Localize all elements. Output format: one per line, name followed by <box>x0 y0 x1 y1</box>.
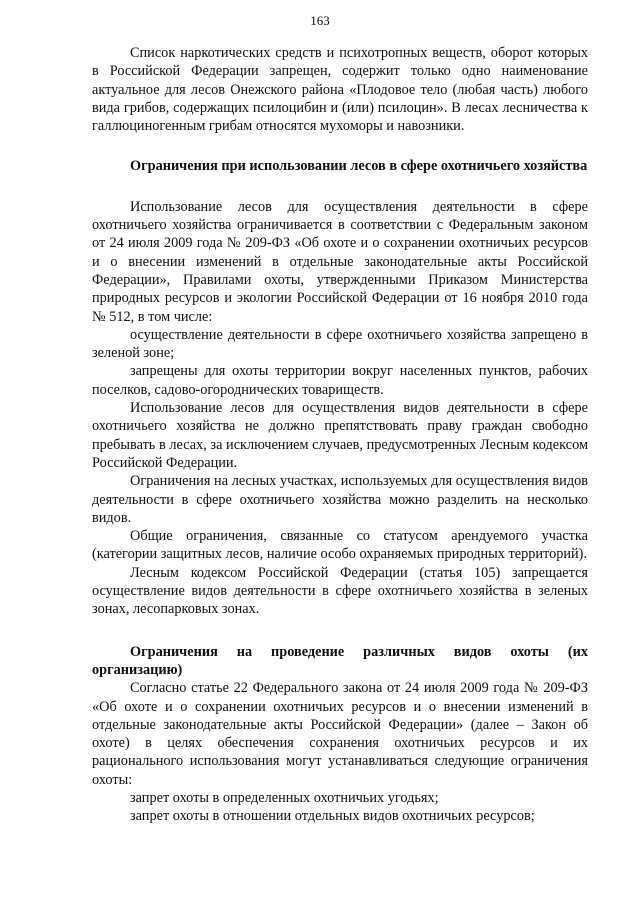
paragraph-settlements: запрещены для охоты территории вокруг населенных пунктов, рабочих поселков, садово-огороднических товариществ. <box>92 363 588 398</box>
paragraph-narcotics-list: Список наркотических средств и психотропных веществ, оборот которых в Российской Федерации запрещен, содержит только одно наименование актуальное для лесов Онежского района «Плодовое тело (любая часть) любого вида грибов, содержащих псилоцибин и (или) псилоцин». В лесах лесничества к галлюциногенным грибам относятся мухоморы и навозники. <box>92 45 588 135</box>
paragraph-hunting-law: Использование лесов для осуществления деятельности в сфере охотничьего хозяйства ограничивается в соответствии с Федеральным законом от 24 июля 2009 года № 209-ФЗ «Об охоте и о сохранении охотничьих ресурсов и о внесении изменений в отдельные законодательные акты Российской Федерации», Правилами охоты, утвержденными Приказом Министерства природных ресурсов и экологии Российской Федерации от 16 ноября 2010 года № 512, в том числе: <box>92 198 588 325</box>
page-content <box>92 44 588 826</box>
paragraph-article-22: Согласно статье 22 Федерального закона от 24 июля 2009 года № 209-ФЗ «Об охоте и о сохранении охотничьих ресурсов и о внесении изменений в отдельные законодательные акты Российской Федерации» (далее – Закон об охоте) в целях обеспечения сохранения охотничьих ресурсов и их рационального использования могут устанавливаться следующие ограничения охоты: <box>92 680 588 788</box>
section-heading-hunting: Ограничения при использовании лесов в сфере охотничьего хозяйства <box>130 158 588 175</box>
section-heading-hunting-types: Ограничения на проведение различных видов охоты (их организацию) <box>92 643 588 678</box>
paragraph-restriction-types: Ограничения на лесных участках, используемых для осуществления видов деятельности в сфере охотничьего хозяйства можно разделить на несколько видов. <box>92 473 588 526</box>
paragraph-forest-code: Лесным кодексом Российской Федерации (статья 105) запрещается осуществление видов деятельности в сфере охотничьего хозяйства в зеленых зонах, лесопарковых зонах. <box>92 564 588 618</box>
paragraph-green-zone: осуществление деятельности в сфере охотничьего хозяйства запрещено в зеленой зоне; <box>92 326 588 362</box>
paragraph-general-restrictions: Общие ограничения, связанные со статусом арендуемого участка (категории защитных лесов, наличие особо охраняемых природных территорий). <box>92 528 588 563</box>
list-item-ban-species: запрет охоты в отношении отдельных видов охотничьих ресурсов; <box>130 808 535 825</box>
page-number: 163 <box>310 13 330 28</box>
paragraph-free-access: Использование лесов для осуществления видов деятельности в сфере охотничьего хозяйства не должно препятствовать праву граждан свободно пребывать в лесах, за исключением случаев, предусмотренных Лесным кодексом Российской Федерации. <box>92 400 588 471</box>
list-item-ban-areas: запрет охоты в определенных охотничьих угодьях; <box>130 789 439 806</box>
